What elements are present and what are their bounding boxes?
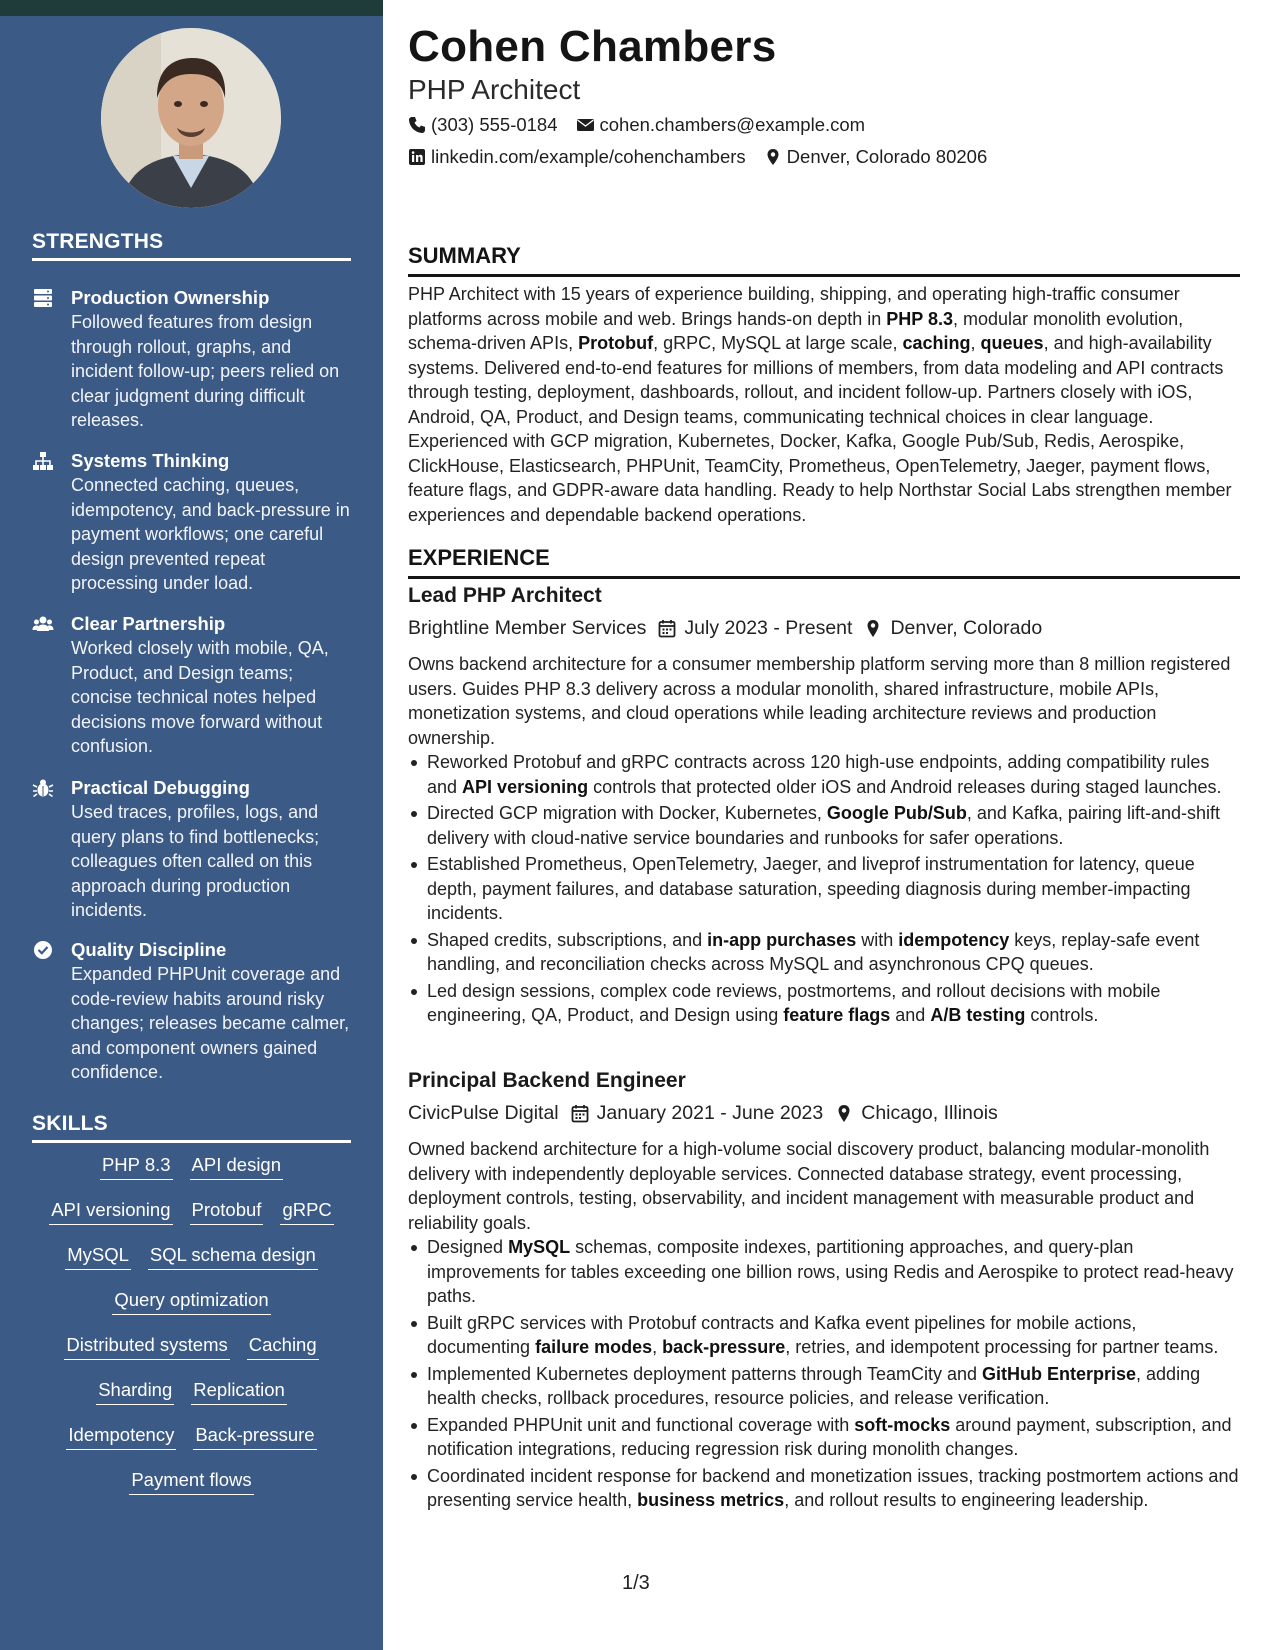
strength-description: Expanded PHPUnit coverage and code-review habits around risky changes; releases became calmer, and component owners gained confidence. <box>71 964 350 1082</box>
map-pin-icon <box>835 1104 853 1123</box>
job-bullets <box>408 750 1240 1030</box>
job-location: Chicago, Illinois <box>861 1102 998 1124</box>
skill-tag: Caching <box>247 1333 319 1360</box>
contact-row-2 <box>408 146 1005 168</box>
profile-photo <box>101 28 281 208</box>
bold-keyword: Protobuf <box>578 333 654 353</box>
skill-tag: MySQL <box>65 1243 131 1270</box>
bold-keyword: Google Pub/Sub <box>826 803 967 823</box>
bullet-item: Led design sessions, complex code reviews, postmortems, and rollout decisions with mobile engineering, QA, Product, and Design using feature flags and A/B testing controls. <box>408 979 1240 1028</box>
bullet-item: Designed MySQL schemas, composite indexes, partitioning approaches, and query-plan improvements for tables exceeding one billion rows, using Redis and Aerospike to protect read-heavy paths. <box>408 1235 1240 1309</box>
skill-tag: PHP 8.3 <box>100 1153 173 1180</box>
bullet-item: Expanded PHPUnit unit and functional coverage with soft-mocks around payment, subscription, and notification integrations, reducing regression risk during monolith changes. <box>408 1413 1240 1462</box>
skill-row <box>32 1423 351 1468</box>
strength-item <box>32 612 352 759</box>
sidebar <box>0 0 383 1650</box>
bold-keyword: caching <box>902 333 971 353</box>
strength-item <box>32 938 352 1085</box>
envelope-icon <box>576 116 595 134</box>
bold-keyword: MySQL <box>508 1237 571 1257</box>
skill-tag: Distributed systems <box>64 1333 229 1360</box>
job-dates: July 2023 - Present <box>684 617 853 639</box>
page-number: 1/3 <box>622 1572 650 1594</box>
bold-keyword: failure modes <box>535 1337 653 1357</box>
strength-description: Used traces, profiles, logs, and query plans to find bottlenecks; colleagues often called on this approach during production incidents. <box>71 802 320 920</box>
strength-item <box>32 776 352 923</box>
job-meta <box>408 617 1042 640</box>
skill-row <box>32 1333 351 1378</box>
bold-keyword: soft-mocks <box>854 1414 951 1435</box>
skill-tag: Query optimization <box>112 1288 270 1315</box>
summary-text: PHP Architect with 15 years of experience building, shipping, and operating high-traffic consumer platforms across mobile and web. Brings hands-on depth in PHP 8.3, modular monolith evolution, schema-driven APIs, Protobuf, gRPC, MySQL at large scale, caching, queues, and high-availability systems. Delivered end-to-end features for millions of members, from data modeling and API contracts through testing, deployment, dashboards, rollout, and incident follow-up. Partners closely with iOS, Android, QA, Product, and Design teams, communicating technical choices in clear language. Experienced with GCP migration, Kubernetes, Docker, Kafka, Google Pub/Sub, Redis, Aerospike, ClickHouse, Elasticsearch, PHPUnit, TeamCity, Prometheus, OpenTelemetry, Jaeger, payment flows, feature flags, and GDPR-aware data handling. Ready to help Northstar Social Labs strengthen member experiences and dependable backend operations. <box>408 284 1232 525</box>
bullet-item: Built gRPC services with Protobuf contracts and Kafka event pipelines for mobile actions, documenting failure modes, back-pressure, retries, and idempotent processing for partner teams. <box>408 1311 1240 1360</box>
skill-tag: Protobuf <box>190 1198 264 1225</box>
bold-keyword: back-pressure <box>662 1337 786 1357</box>
skill-tag: Replication <box>191 1378 287 1405</box>
bullet-item: Shaped credits, subscriptions, and in-app purchases with idempotency keys, replay-safe event handling, and reconciliation checks across MySQL and asynchronous CPQ queues. <box>408 928 1240 977</box>
strength-title: Systems Thinking <box>71 450 230 471</box>
job-dates: January 2021 - June 2023 <box>596 1102 824 1124</box>
location-item <box>764 146 988 168</box>
skill-tag: Sharding <box>96 1378 174 1405</box>
strength-title: Quality Discipline <box>71 939 227 960</box>
sidebar-top-bar <box>0 0 383 16</box>
job-location: Denver, Colorado <box>890 617 1043 639</box>
job-company: CivicPulse Digital <box>408 1102 559 1124</box>
skill-tag: SQL schema design <box>148 1243 318 1270</box>
linkedin-link[interactable]: linkedin.com/example/cohenchambers <box>431 146 746 167</box>
bullet-item: Coordinated incident response for backend and monetization issues, tracking postmortem actions and presenting service health, business metrics, and rollout results to engineering leadership. <box>408 1464 1240 1513</box>
strength-item <box>32 286 352 433</box>
strength-description: Followed features from design through rollout, graphs, and incident follow-up; peers relied on clear judgment during difficult releases. <box>71 312 340 430</box>
strength-description: Connected caching, queues, idempotency, and back-pressure in payment workflows; one careful design prevented repeat processing under load. <box>71 475 350 593</box>
email-item <box>576 114 866 136</box>
sitemap-icon <box>32 451 54 471</box>
bold-keyword: in-app purchases <box>707 929 857 950</box>
bullet-item: Reworked Protobuf and gRPC contracts across 120 high-use endpoints, adding compatibility rules and API versioning controls that protected older iOS and Android releases during staged launches. <box>408 750 1240 799</box>
bold-keyword: A/B testing <box>930 1005 1026 1025</box>
contact-row-1 <box>408 114 883 136</box>
skill-tag: API versioning <box>49 1198 172 1225</box>
linkedin-icon <box>408 148 426 166</box>
strength-title: Clear Partnership <box>71 613 226 634</box>
bullet-item: Directed GCP migration with Docker, Kubernetes, Google Pub/Sub, and Kafka, pairing lift-and-shift delivery with cloud-native service boundaries and runbooks for safer operations. <box>408 801 1240 850</box>
calendar-icon <box>658 619 676 638</box>
calendar-icon <box>571 1104 589 1123</box>
bold-keyword: PHP 8.3 <box>886 308 953 329</box>
skill-tag: Idempotency <box>66 1423 176 1450</box>
location-text: Denver, Colorado 80206 <box>786 146 988 167</box>
job-intro: Owns backend architecture for a consumer membership platform serving more than 8 million registered users. Guides PHP 8.3 delivery across a modular monolith, shared infrastructure, mobile APIs, monetization systems, and cloud operations while leading architecture reviews and production ownership. <box>408 654 1231 748</box>
job-bullets <box>408 1235 1240 1515</box>
bug-icon <box>32 778 54 798</box>
skills-list <box>32 1153 351 1513</box>
map-pin-icon <box>764 148 782 166</box>
phone-icon <box>408 116 426 134</box>
strength-title: Production Ownership <box>71 287 270 308</box>
job-meta <box>408 1102 998 1125</box>
bold-keyword: queues <box>980 333 1044 353</box>
person-role: PHP Architect <box>408 74 581 105</box>
bold-keyword: idempotency <box>898 929 1010 950</box>
summary-heading: SUMMARY <box>408 243 1240 277</box>
skill-row <box>32 1198 351 1243</box>
bold-keyword: business metrics <box>637 1490 785 1510</box>
server-icon <box>32 288 54 308</box>
strength-item <box>32 449 352 596</box>
job-title: Principal Backend Engineer <box>408 1069 686 1092</box>
bold-keyword: API versioning <box>462 776 589 797</box>
skill-tag: API design <box>190 1153 283 1180</box>
skill-tag: Payment flows <box>129 1468 253 1495</box>
person-name: Cohen Chambers <box>408 22 777 71</box>
skill-tag: gRPC <box>280 1198 333 1225</box>
job-title: Lead PHP Architect <box>408 584 602 607</box>
skill-row <box>32 1288 351 1333</box>
email-link[interactable]: cohen.chambers@example.com <box>599 114 866 135</box>
skills-heading: SKILLS <box>32 1112 351 1143</box>
phone-text[interactable]: (303) 555-0184 <box>431 114 558 135</box>
strength-title: Practical Debugging <box>71 777 250 798</box>
map-pin-icon <box>864 619 882 638</box>
users-icon <box>32 614 54 634</box>
strength-description: Worked closely with mobile, QA, Product, and Design teams; concise technical notes helped decisions move forward without confusion. <box>71 638 329 756</box>
job-intro: Owned backend architecture for a high-volume social discovery product, balancing modular-monolith delivery with independently deployable services. Connected database strategy, event processing, deployment controls, testing, observability, and incident management with measurable product and reliability goals. <box>408 1139 1210 1233</box>
skill-row <box>32 1378 351 1423</box>
job-company: Brightline Member Services <box>408 617 647 639</box>
strengths-heading: STRENGTHS <box>32 230 351 261</box>
linkedin-item <box>408 146 746 168</box>
skill-tag: Back-pressure <box>193 1423 316 1450</box>
check-circle-icon <box>32 940 54 960</box>
skill-row <box>32 1468 351 1513</box>
bullet-item: Implemented Kubernetes deployment patterns through TeamCity and GitHub Enterprise, adding health checks, rollback procedures, resource policies, and release verification. <box>408 1362 1240 1411</box>
bullet-item: Established Prometheus, OpenTelemetry, Jaeger, and liveprof instrumentation for latency, queue depth, payment failures, and database saturation, speeding diagnosis during member-impacting incidents. <box>408 852 1240 926</box>
skill-row <box>32 1153 351 1198</box>
bold-keyword: GitHub Enterprise <box>982 1363 1137 1384</box>
skill-row <box>32 1243 351 1288</box>
experience-heading: EXPERIENCE <box>408 545 1240 579</box>
bold-keyword: feature flags <box>783 1005 891 1025</box>
phone-item <box>408 114 558 136</box>
